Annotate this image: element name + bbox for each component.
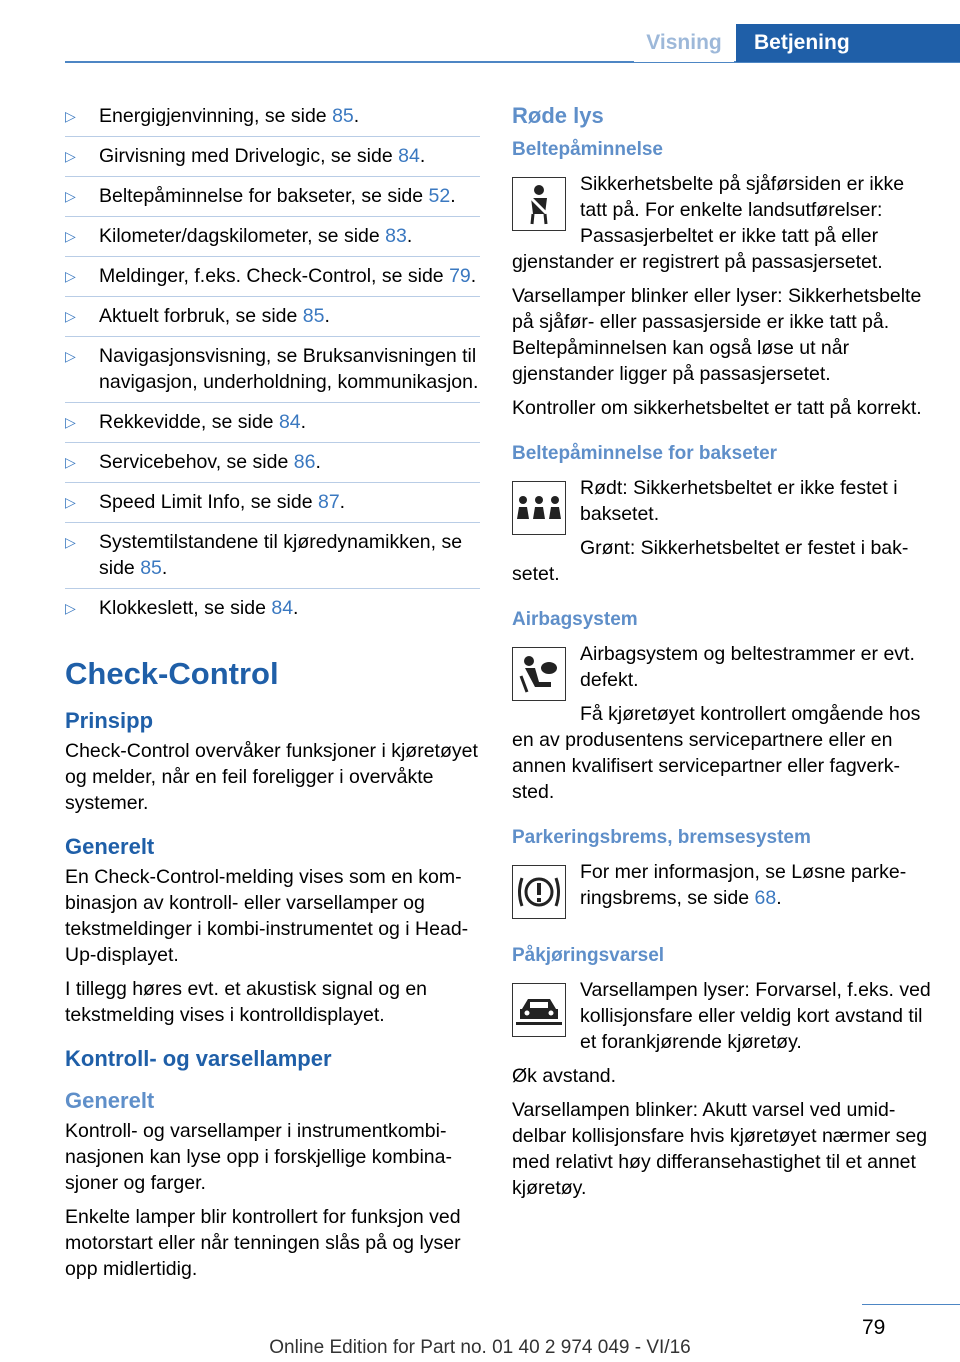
page-number: 79	[862, 1316, 886, 1339]
parking-brake-text: For mer informasjon, se Løsne parkeringsbrems, se side 68.	[580, 861, 907, 909]
page-link[interactable]: 84	[398, 145, 420, 167]
footer-rule	[862, 1304, 960, 1305]
list-item-text: Girvisning med Drivelogic, se side	[99, 145, 399, 167]
collision-warning-heading: Påkjøringsvarsel	[512, 945, 665, 966]
list-item	[65, 143, 480, 177]
right-column	[512, 103, 932, 1209]
list-item-suffix: .	[339, 491, 346, 513]
bullet-triangle-icon: ▷	[65, 188, 76, 204]
list-item	[65, 343, 480, 403]
belt-text-1: Sikkerhetsbelte på sjåførsiden er ikke tatt på. For enkelte landsutførelser: Passasjerbeltet er ikke tatt på eller gjenstander er registrert på passasjersetet.	[512, 173, 905, 273]
rear-belt-text-1: Rødt: Sikkerhetsbeltet er ikke festet i baksetet.	[580, 477, 898, 525]
list-item-text: Aktuelt forbruk, se side	[99, 305, 303, 327]
list-item-suffix: .	[450, 185, 456, 207]
rear-belt-text-2: Grønt: Sikkerhetsbeltet er festet i baksetet.	[512, 537, 909, 585]
airbag-text-1: Airbagsystem og beltestrammer er evt. defekt.	[580, 643, 915, 691]
page-link[interactable]: 87	[317, 491, 340, 513]
generelt2-text-2: Enkelte lamper blir kontrollert for funksjon ved motorstart eller når tenningen slås på og lyser opp midlertidig.	[65, 1206, 461, 1280]
car-collision-icon	[512, 983, 566, 1037]
list-item	[65, 595, 480, 628]
page-link[interactable]: 85	[332, 105, 354, 127]
parking-brake-heading: Parkeringsbrems, bremsesystem	[512, 827, 811, 848]
list-item-text: Speed Limit Info, se side	[99, 491, 318, 513]
bullet-triangle-icon: ▷	[65, 148, 76, 164]
left-column	[65, 103, 480, 1290]
display-items-list	[65, 103, 480, 628]
list-item-suffix: .	[353, 105, 360, 127]
list-item	[65, 223, 480, 257]
belt-text-3: Kontroller om sikkerhetsbeltet er tatt på korrekt.	[512, 397, 922, 419]
belt-reminder-heading: Beltepåminnelse	[512, 139, 663, 160]
list-item-suffix: .	[293, 597, 299, 619]
airbag-heading: Airbagsystem	[512, 609, 638, 630]
prinsipp-text: Check-Control overvåker funksjoner i kjøretøyet og melder, når en feil foreligger i overvåkte systemer.	[65, 740, 478, 814]
list-item	[65, 449, 480, 483]
edition-footer: Online Edition for Part no. 01 40 2 974 049 - VI/16	[269, 1337, 691, 1358]
generelt-text-1: En Check-Control-melding vises som en kombinasjon av kontroll- eller varsellamper og tekstmeldinger i kombi-instrumentet og i Head-Up-displayet.	[65, 866, 469, 966]
list-item	[65, 529, 480, 589]
belt-text-2: Varsellamper blinker eller lyser: Sikkerhetsbelte på sjåfør- eller passasjerside er ikke tatt på. Beltepåminnelsen kan også løse ut når gjenstander ligger på passasjersetet.	[512, 285, 922, 385]
list-item	[65, 489, 480, 523]
bullet-triangle-icon: ▷	[65, 348, 76, 364]
list-item-suffix: .	[161, 557, 168, 579]
page-link[interactable]: 68	[754, 887, 777, 909]
list-item-text: Servicebehov, se side	[99, 451, 294, 473]
list-item	[65, 409, 480, 443]
generelt2-text-1: Kontroll- og varsellamper i instrumentkombinasjonen kan lyse opp i forskjellige kombinasjoner og farger.	[65, 1120, 452, 1194]
page-link[interactable]: 84	[271, 597, 294, 619]
bullet-triangle-icon: ▷	[65, 268, 76, 284]
list-item-text: Beltepåminnelse for bakseter, se side	[99, 185, 429, 207]
list-item-text: Klokkeslett, se side	[99, 597, 272, 619]
airbag-text-2: Få kjøretøyet kontrollert omgående hos en av produsentens servicepartnere eller en annen kvalifisert servicepartner eller fagverksted.	[512, 703, 921, 803]
bullet-triangle-icon: ▷	[65, 454, 76, 470]
list-item-text: Meldinger, f.eks. Check-Control, se side	[99, 265, 450, 287]
list-item	[65, 103, 480, 137]
collision-text-1: Varsellampen lyser: Forvarsel, f.eks. ved kollisjonsfare eller veldig kort avstand til et forankjørende kjøretøy.	[580, 979, 931, 1053]
list-item-suffix: .	[324, 305, 330, 327]
list-item-text: Navigasjonsvisning, se Bruksanvisningen til navigasjon, underholdning, kommunikasjon.	[99, 345, 479, 393]
red-lights-heading: Røde lys	[512, 103, 604, 128]
page-link[interactable]: 84	[278, 411, 301, 433]
list-item-suffix: .	[419, 145, 426, 167]
bullet-triangle-icon: ▷	[65, 414, 76, 430]
collision-text-2: Øk avstand.	[512, 1065, 617, 1087]
list-item-suffix: .	[300, 411, 307, 433]
bullet-triangle-icon: ▷	[65, 600, 76, 616]
bullet-triangle-icon: ▷	[65, 108, 76, 124]
seatbelt-icon	[512, 177, 566, 231]
section-title: Check-Control	[65, 656, 279, 691]
list-item-text: Kilometer/dagskilometer, se side	[99, 225, 386, 247]
bullet-triangle-icon: ▷	[65, 534, 76, 550]
bullet-triangle-icon: ▷	[65, 494, 76, 510]
list-item	[65, 183, 480, 217]
page-link[interactable]: 79	[449, 265, 471, 287]
list-item	[65, 263, 480, 297]
list-item-text: Energigjenvinning, se side	[99, 105, 333, 127]
page-link[interactable]: 85	[140, 557, 162, 579]
airbag-icon	[512, 647, 566, 701]
generelt-heading: Generelt	[65, 834, 155, 859]
brake-warning-icon	[512, 865, 566, 919]
page-link[interactable]: 85	[302, 305, 325, 327]
list-item	[65, 303, 480, 337]
tab-betjening[interactable]: Betjening	[736, 24, 960, 62]
list-item-suffix: .	[470, 265, 477, 287]
bullet-triangle-icon: ▷	[65, 228, 76, 244]
collision-text-3: Varsellampen blinker: Akutt varsel ved umiddelbar kollisjonsfare hvis kjøretøyet nærmer seg med relativt høy differansehastighet til et annet kjøretøy.	[512, 1099, 928, 1199]
list-item-suffix: .	[315, 451, 321, 473]
list-item-text: Systemtilstandene til kjøredynamikken, se side	[99, 531, 463, 579]
page-link[interactable]: 86	[293, 451, 316, 473]
page-link[interactable]: 83	[385, 225, 407, 247]
list-item-suffix: .	[406, 225, 413, 247]
list-item-text: Rekkevidde, se side	[99, 411, 279, 433]
generelt2-heading: Generelt	[65, 1088, 155, 1113]
tab-visning[interactable]: Visning	[634, 24, 734, 62]
lamps-heading: Kontroll- og varsellamper	[65, 1046, 332, 1071]
generelt-text-2: I tillegg høres evt. et akustisk signal og en tekstmelding vises i kontrolldisplayet.	[65, 978, 428, 1026]
prinsipp-heading: Prinsipp	[65, 708, 154, 733]
rear-belt-heading: Beltepåminnelse for bakseter	[512, 443, 778, 464]
page-link[interactable]: 52	[428, 185, 451, 207]
bullet-triangle-icon: ▷	[65, 308, 76, 324]
rear-seats-icon	[512, 481, 566, 535]
